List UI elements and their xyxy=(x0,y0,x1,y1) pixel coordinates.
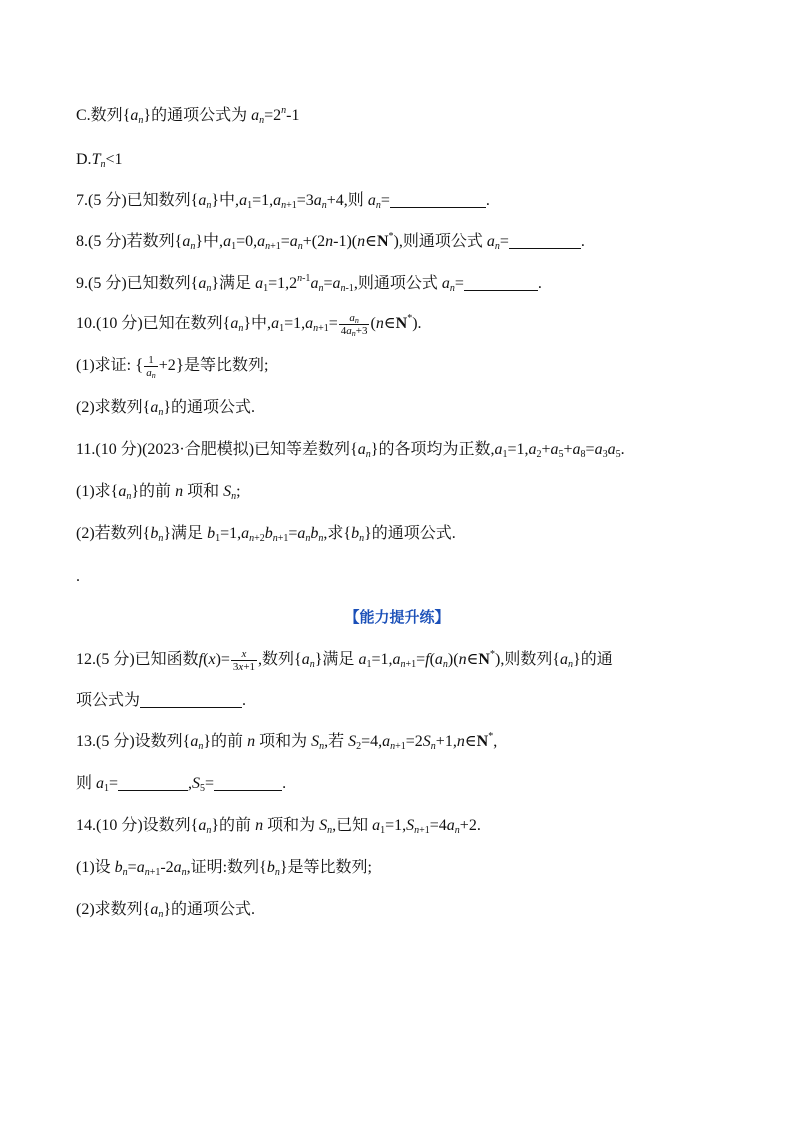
math-formula: $a_1=1,S_{n+1}=4a_n+2$. xyxy=(372,817,481,836)
math-formula: $T_n<1$ xyxy=(91,151,123,170)
answer-blank[interactable] xyxy=(140,691,242,708)
question-10 xyxy=(76,312,422,337)
part-text: 的通项公式. xyxy=(371,525,456,542)
question-14-text: ,已知 xyxy=(332,817,369,834)
option-c-mid: 的通项公式为 xyxy=(151,107,248,124)
part-label: (1)求证: xyxy=(76,357,132,375)
question-13-text: 则 xyxy=(76,775,93,792)
question-8-text: 中, xyxy=(203,233,224,250)
question-10-stem: 10.(10 分)已知在数列 xyxy=(76,315,223,333)
question-11-stem: 11.(10 分)(2023·合肥模拟)已知等差数列 xyxy=(76,441,351,458)
question-12-text: ),则数列 xyxy=(494,651,553,669)
fraction: $\frac{x}{3x+1}$ xyxy=(232,648,256,673)
part-text: 的通项公式. xyxy=(171,399,256,416)
answer-blank[interactable] xyxy=(464,274,538,291)
question-8: 8.(5 分)若数列$\{a_n\}$中$,a_1=0,a_{n+1}=a_n+(2n-1)(n\in N^*)$,则通项公式 $a_n=$ . xyxy=(76,231,585,252)
option-c-prefix: C.数列 xyxy=(76,107,123,124)
question-14-stem: 14.(10 分)设数列 xyxy=(76,817,191,834)
part-label: (2)求数列 xyxy=(76,399,143,416)
question-8-text: ),则通项公式 xyxy=(393,233,483,250)
math-formula: $S_2=4,a_{n+1}=2S_n+1,n\in N^*$, xyxy=(348,731,498,752)
question-9-stem: 9.(5 分)已知数列 xyxy=(76,275,191,292)
math-formula: $a_1=1,2^{n-1}a_n=a_{n-1}$ xyxy=(255,273,354,294)
math-seq-an: $\{a_n\}$ xyxy=(190,275,220,294)
math-formula: $a_1=1,a_{n+1}=f(a_n)(n\in N^*$ xyxy=(358,649,495,671)
math-formula: { $\frac{1}{a_n}$ +2} xyxy=(135,354,184,380)
part-label: (1)求 xyxy=(76,483,111,500)
question-7-text: ,则 xyxy=(343,192,364,209)
question-11-part-1: (1)求$\{a_n\}$的前 n 项和 $S_n$; xyxy=(76,483,241,502)
math-seq-an: $\{a_n\}$ xyxy=(222,315,252,335)
math-formula: $S_n$ xyxy=(319,817,333,836)
part-text: 项和 xyxy=(187,483,220,500)
math-formula: $S_n$ xyxy=(311,733,325,752)
question-10-text: 中, xyxy=(251,315,272,333)
question-12-text: 满足 xyxy=(322,651,355,669)
question-7: 7.(5 分)已知数列$\{a_n\}$中$,a_1=1,a_{n+1}=3a_n+4$,则 $a_n=$ . xyxy=(76,192,490,211)
question-10-part-2 xyxy=(76,397,255,419)
question-13-line-2: 则 $a_1= ,S_5=$ . xyxy=(76,775,287,794)
fraction: $\frac{a_n}{4a_n+3}$ xyxy=(340,312,368,338)
question-12-line-2: 项公式为 . xyxy=(76,692,247,709)
option-d xyxy=(76,149,123,171)
question-12-stem: 12.(5 分)已知函数 xyxy=(76,651,199,669)
option-c xyxy=(76,105,299,127)
math-seq-an: $\{a_n\}$ xyxy=(142,901,172,920)
question-12-text: 的通 xyxy=(580,651,613,669)
question-13-text: 的前 xyxy=(211,733,244,750)
part-text: 的前 xyxy=(139,483,172,500)
question-13: 13.(5 分)设数列$\{a_n\}$的前 n 项和为 $S_n$,若 $S_2=4,a_{n+1}=2S_n+1,n\in N^*$, xyxy=(76,731,498,752)
math-formula: $S_n$ xyxy=(223,483,237,502)
question-14-text: 的前 xyxy=(219,817,252,834)
fraction: $\frac{1}{a_n}$ xyxy=(146,354,156,380)
answer-blank[interactable] xyxy=(509,232,581,249)
math-seq-an: $\{a_n\}$ xyxy=(294,651,323,671)
math-seq-an: $\{a_n\}$ xyxy=(190,192,220,211)
question-14-part-2 xyxy=(76,899,255,921)
stray-dot: . xyxy=(76,568,80,585)
part-text: 是等比数列; xyxy=(287,859,372,876)
math-formula: $a_1=0,a_{n+1}=a_n+(2n-1)(n\in N^*$ xyxy=(223,231,394,252)
question-12 xyxy=(76,648,613,673)
math-seq-an: $\{a_n\}$ xyxy=(350,441,379,460)
math-formula: $a_n=2^n-1$ xyxy=(251,105,300,126)
answer-blank[interactable] xyxy=(118,774,188,791)
math-formula: $a_n$ xyxy=(367,192,381,211)
part-text: 满足 xyxy=(171,525,204,542)
question-9-text: ,则通项公式 xyxy=(353,275,438,292)
math-formula: $b_n=a_{n+1}-2a_n$ xyxy=(114,859,187,878)
question-11-text: 的各项均为正数, xyxy=(378,441,495,458)
question-8-stem: 8.(5 分)若数列 xyxy=(76,233,175,250)
part-label: (1)设 xyxy=(76,859,111,876)
part-label: (2)求数列 xyxy=(76,901,143,918)
section-title: 【能力提升练】 xyxy=(344,608,450,626)
question-7-stem: 7.(5 分)已知数列 xyxy=(76,192,191,209)
math-formula: $a_n$ xyxy=(441,275,455,294)
math-formula: $b_1=1,a_{n+2}b_{n+1}=a_nb_n$ xyxy=(207,525,324,544)
answer-blank[interactable] xyxy=(390,191,486,208)
question-10-part-1 xyxy=(76,354,268,379)
question-13-text: 项和为 xyxy=(259,733,308,750)
question-7-text: 中, xyxy=(219,192,240,209)
question-11 xyxy=(76,439,625,461)
math-seq-an: $\{a_n\}$ xyxy=(122,107,152,126)
part-text: ,求 xyxy=(323,525,344,542)
question-11-part-2 xyxy=(76,523,456,545)
math-seq-an: $\{a_n\}$ xyxy=(190,817,220,836)
part-label: (2)若数列 xyxy=(76,525,143,542)
math-seq-an: $\{a_n\}$ xyxy=(110,483,140,502)
question-9: 9.(5 分)已知数列$\{a_n\}$满足 $a_1=1,2^{n-1}a_n=a_{n-1}$,则通项公式 $a_n=$ . xyxy=(76,273,542,294)
math-seq-bn: $\{b_n\}$ xyxy=(259,859,288,878)
question-14: 14.(10 分)设数列$\{a_n\}$的前 n 项和为 $S_n$,已知 $a_1=1,S_{n+1}=4a_n+2$. xyxy=(76,817,481,836)
math-seq-bn: $\{b_n\}$ xyxy=(142,525,172,544)
math-seq-an: $\{a_n\}$ xyxy=(552,651,581,671)
question-12-text: 项公式为 xyxy=(76,692,141,709)
answer-blank[interactable] xyxy=(214,774,282,791)
math-formula: $a_1=1,a_{n+1}=$ $\frac{a_n}{4a_n+3}$ (n∈N*). xyxy=(271,312,422,338)
math-seq-an: $\{a_n\}$ xyxy=(142,399,172,418)
math-formula: $a_1=1,a_2+a_5+a_8=a_3a_5$. xyxy=(494,441,625,460)
math-formula: $a_n$ xyxy=(486,233,500,252)
question-13-stem: 13.(5 分)设数列 xyxy=(76,733,183,750)
math-seq-an: $\{a_n\}$ xyxy=(174,233,204,252)
question-12-text: ,数列 xyxy=(258,651,295,669)
math-seq-an: $\{a_n\}$ xyxy=(182,733,212,752)
math-formula: f(x)= $\frac{x}{3x+1}$ xyxy=(198,648,256,673)
part-text: ,证明:数列 xyxy=(186,859,260,876)
part-text: 是等比数列; xyxy=(183,357,269,375)
question-13-text: ,若 xyxy=(324,733,345,750)
option-d-label: D. xyxy=(76,151,92,168)
question-14-part-1 xyxy=(76,857,372,879)
question-14-text: 项和为 xyxy=(267,817,316,834)
math-formula: $a_1=1,a_{n+1}=3a_n+4$ xyxy=(239,192,344,211)
part-text: 的通项公式. xyxy=(171,901,256,918)
math-seq-bn: $\{b_n\}$ xyxy=(343,525,372,544)
question-9-text: 满足 xyxy=(219,275,252,292)
